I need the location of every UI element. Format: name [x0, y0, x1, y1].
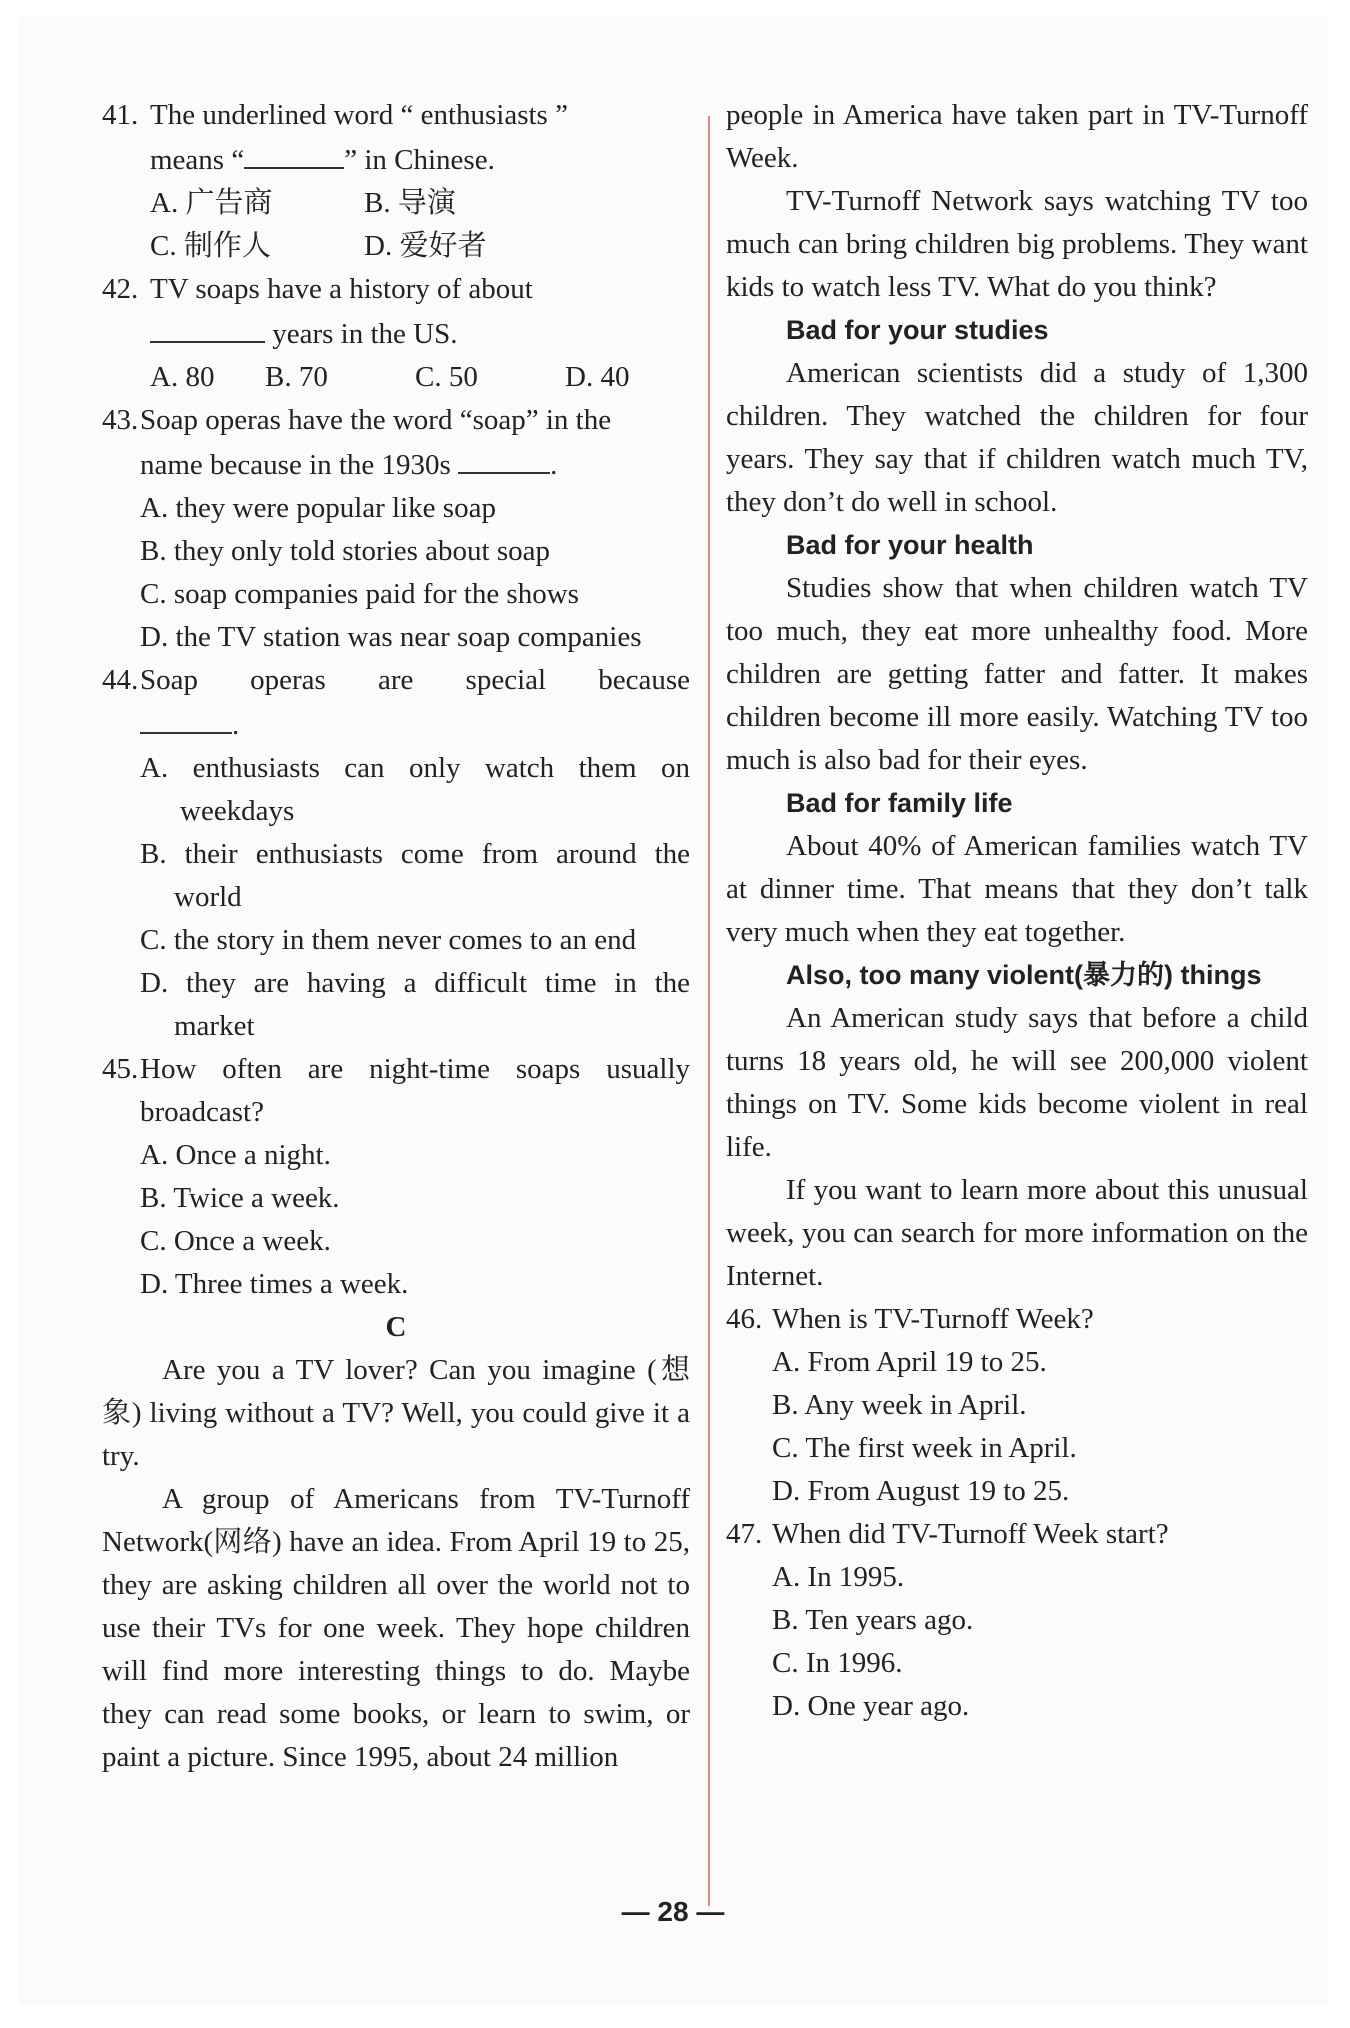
- option-d: D. 爱好者: [364, 230, 487, 262]
- section-subheading: Bad for your health: [786, 530, 1034, 560]
- option-b: B. Ten years ago.: [772, 1604, 974, 1636]
- option-a: A. 广告商: [150, 187, 273, 219]
- passage-paragraph: Studies show that when children watch TV too much, they eat more unhealthy food. More children are getting fatter and fatter. It makes children become ill more easily. Watching TV too much is also bad for their eyes.: [726, 572, 1308, 776]
- passage-paragraph: About 40% of American families watch TV at dinner time. That means that they don’t talk very much when they eat together.: [726, 830, 1308, 948]
- passage-paragraph: A group of Americans from TV-Turnoff Network(网络) have an idea. From April 19 to 25, they are asking children all over the world not to use their TVs for one week. They hope children will find more interesting things to do. Maybe they can read some books, or learn to swim, or paint a picture. Since 1995, about 24 million: [102, 1483, 690, 1773]
- answer-blank: [458, 442, 550, 474]
- answer-blank: [140, 702, 232, 734]
- option-a: A. they were popular like soap: [140, 492, 496, 524]
- question-number: 41.: [102, 99, 139, 131]
- question-number: 46.: [726, 1303, 763, 1335]
- passage-paragraph: If you want to learn more about this unusual week, you can search for more information on the Internet.: [726, 1174, 1308, 1292]
- answer-blank: [244, 137, 344, 169]
- question-stem: [140, 659, 690, 747]
- section-subheading: Bad for family life: [786, 788, 1013, 818]
- question-stem: When did TV-Turnoff Week start?: [772, 1518, 1169, 1550]
- passage-paragraph: people in America have taken part in TV-Turnoff Week.: [726, 99, 1308, 174]
- question-number: 44.: [102, 664, 139, 696]
- option-a: A. Once a night.: [140, 1139, 331, 1171]
- option-a: A. From April 19 to 25.: [772, 1346, 1047, 1378]
- stem-text: TV soaps have a history of about: [150, 273, 533, 305]
- option-d: D. One year ago.: [772, 1690, 970, 1722]
- option-a: A. In 1995.: [772, 1561, 905, 1593]
- option-b: B. 导演: [364, 187, 456, 219]
- stem-text: name because in the 1930s: [140, 449, 451, 481]
- question-stem: [140, 399, 690, 487]
- stem-text: .: [550, 449, 558, 481]
- option-b: B. they only told stories about soap: [140, 535, 550, 567]
- question-41: [102, 94, 690, 268]
- right-column: [726, 94, 1308, 1728]
- question-number: 43.: [102, 404, 139, 436]
- option-a: A. enthusiasts can only watch them on weekdays: [140, 752, 690, 827]
- column-divider: [708, 116, 710, 1906]
- question-number: 47.: [726, 1518, 763, 1550]
- stem-text: Soap operas have the word “soap” in the: [140, 404, 612, 436]
- question-42: [102, 268, 690, 399]
- page: [18, 16, 1328, 2006]
- section-subheading: Also, too many violent(暴力的) things: [786, 960, 1262, 990]
- option-c: C. 制作人: [150, 230, 271, 262]
- option-c: C. the story in them never comes to an end: [140, 924, 637, 956]
- stem-text: means “: [150, 144, 245, 176]
- option-a: A. 80: [150, 361, 215, 393]
- question-43: [102, 399, 690, 659]
- option-d: D. they are having a difficult time in the market: [140, 967, 690, 1042]
- stem-text: .: [232, 709, 240, 741]
- passage-paragraph: American scientists did a study of 1,300 children. They watched the children for four years. They say that if children watch much TV, they don’t do well in school.: [726, 357, 1308, 518]
- question-47: [726, 1513, 1308, 1728]
- question-45: [102, 1048, 690, 1306]
- option-b: B. Any week in April.: [772, 1389, 1027, 1421]
- option-c: C. soap companies paid for the shows: [140, 578, 579, 610]
- question-number: 42.: [102, 273, 139, 305]
- option-d: D. From August 19 to 25.: [772, 1475, 1070, 1507]
- option-b: B. Twice a week.: [140, 1182, 340, 1214]
- option-c: C. 50: [415, 361, 478, 393]
- option-c: C. In 1996.: [772, 1647, 903, 1679]
- passage-paragraph: TV-Turnoff Network says watching TV too much can bring children big problems. They want kids to watch less TV. What do you think?: [726, 185, 1308, 303]
- stem-text: years in the US.: [272, 318, 458, 350]
- option-c: C. The first week in April.: [772, 1432, 1077, 1464]
- question-number: 45.: [102, 1053, 139, 1085]
- stem-text: Soap operas are special because: [140, 664, 690, 696]
- passage-paragraph: Are you a TV lover? Can you imagine (想象) living without a TV? Well, you could give it a try.: [102, 1354, 690, 1472]
- answer-blank: [150, 311, 265, 343]
- question-44: [102, 659, 690, 1048]
- question-stem: [150, 94, 690, 182]
- question-46: [726, 1298, 1308, 1513]
- section-heading: C: [385, 1311, 407, 1343]
- option-c: C. Once a week.: [140, 1225, 331, 1257]
- question-stem: How often are night-time soaps usually broadcast?: [140, 1053, 690, 1128]
- option-b: B. their enthusiasts come from around the world: [140, 838, 690, 913]
- section-subheading: Bad for your studies: [786, 315, 1049, 345]
- option-d: D. Three times a week.: [140, 1268, 409, 1300]
- option-d: D. 40: [565, 361, 630, 393]
- left-column: [102, 94, 690, 1779]
- passage-paragraph: An American study says that before a child turns 18 years old, he will see 200,000 violent things on TV. Some kids become violent in real life.: [726, 1002, 1308, 1163]
- stem-text: The underlined word “ enthusiasts ”: [150, 99, 568, 131]
- page-number: — 28 —: [621, 1896, 725, 1927]
- stem-text: ” in Chinese.: [344, 144, 495, 176]
- option-b: B. 70: [265, 361, 328, 393]
- question-stem: When is TV-Turnoff Week?: [772, 1303, 1094, 1335]
- question-stem: [150, 268, 690, 356]
- option-d: D. the TV station was near soap companies: [140, 621, 642, 653]
